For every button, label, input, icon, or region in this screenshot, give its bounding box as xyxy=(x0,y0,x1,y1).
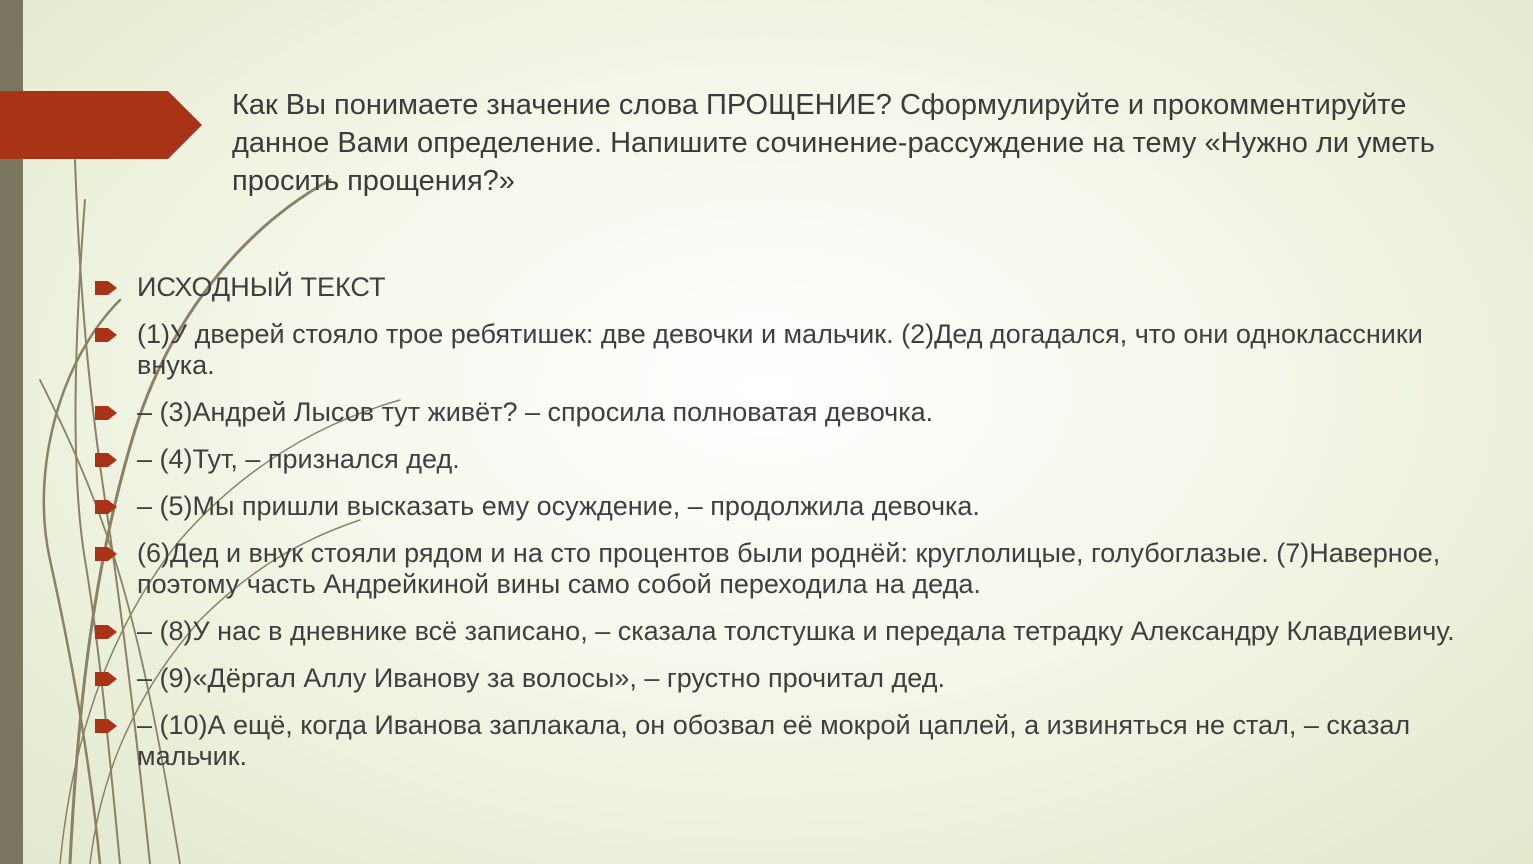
list-item-text: – (5)Мы пришли высказать ему осуждение, – продолжила девочка. xyxy=(137,491,980,521)
list-item-text: – (10)А ещё, когда Иванова заплакала, он обозвал её мокрой цаплей, а извиняться не стал, – сказал мальчик. xyxy=(137,710,1411,771)
list-item-text: (6)Дед и внук стояли рядом и на сто процентов были роднёй: круглолицые, голубоглазые. (7)Наверное, поэтому часть Андрейкиной вины само собой переходила на деда. xyxy=(137,538,1441,599)
arrow-bullet-icon xyxy=(95,672,117,686)
list-item xyxy=(95,616,1505,647)
arrow-bullet-icon xyxy=(95,406,117,420)
arrow-bullet-icon xyxy=(95,328,117,342)
list-item-text: – (4)Тут, – признался дед. xyxy=(137,444,460,474)
list-item-text: ИСХОДНЫЙ ТЕКСТ xyxy=(137,272,386,302)
arrow-bullet-icon xyxy=(95,719,117,733)
list-item xyxy=(95,491,1505,522)
arrow-bullet-icon xyxy=(95,500,117,514)
list-item-text: – (9)«Дёргал Аллу Иванову за волосы», – грустно прочитал дед. xyxy=(137,663,945,693)
slide-content-list xyxy=(95,272,1505,788)
list-item xyxy=(95,538,1505,600)
arrow-bullet-icon xyxy=(95,625,117,639)
list-item xyxy=(95,272,1505,303)
list-item xyxy=(95,397,1505,428)
list-item-text: – (3)Андрей Лысов тут живёт? – спросила полноватая девочка. xyxy=(137,397,934,427)
list-item xyxy=(95,444,1505,475)
list-item xyxy=(95,319,1505,381)
list-item xyxy=(95,663,1505,694)
list-item-text: – (8)У нас в дневнике всё записано, – сказала толстушка и передала тетрадку Александру Клавдиевичу. xyxy=(137,616,1455,646)
title-accent-arrow xyxy=(0,91,202,159)
list-item xyxy=(95,710,1505,772)
arrow-bullet-icon xyxy=(95,281,117,295)
slide-title: Как Вы понимаете значение слова ПРОЩЕНИЕ? Сформулируйте и прокомментируйте данное Вами определение. Напишите сочинение-рассуждение на тему «Нужно ли уметь просить прощения?» xyxy=(232,89,1435,197)
arrow-bullet-icon xyxy=(95,547,117,561)
arrow-bullet-icon xyxy=(95,453,117,467)
list-item-text: (1)У дверей стояло трое ребятишек: две девочки и мальчик. (2)Дед догадался, что они одноклассники внука. xyxy=(137,319,1423,380)
